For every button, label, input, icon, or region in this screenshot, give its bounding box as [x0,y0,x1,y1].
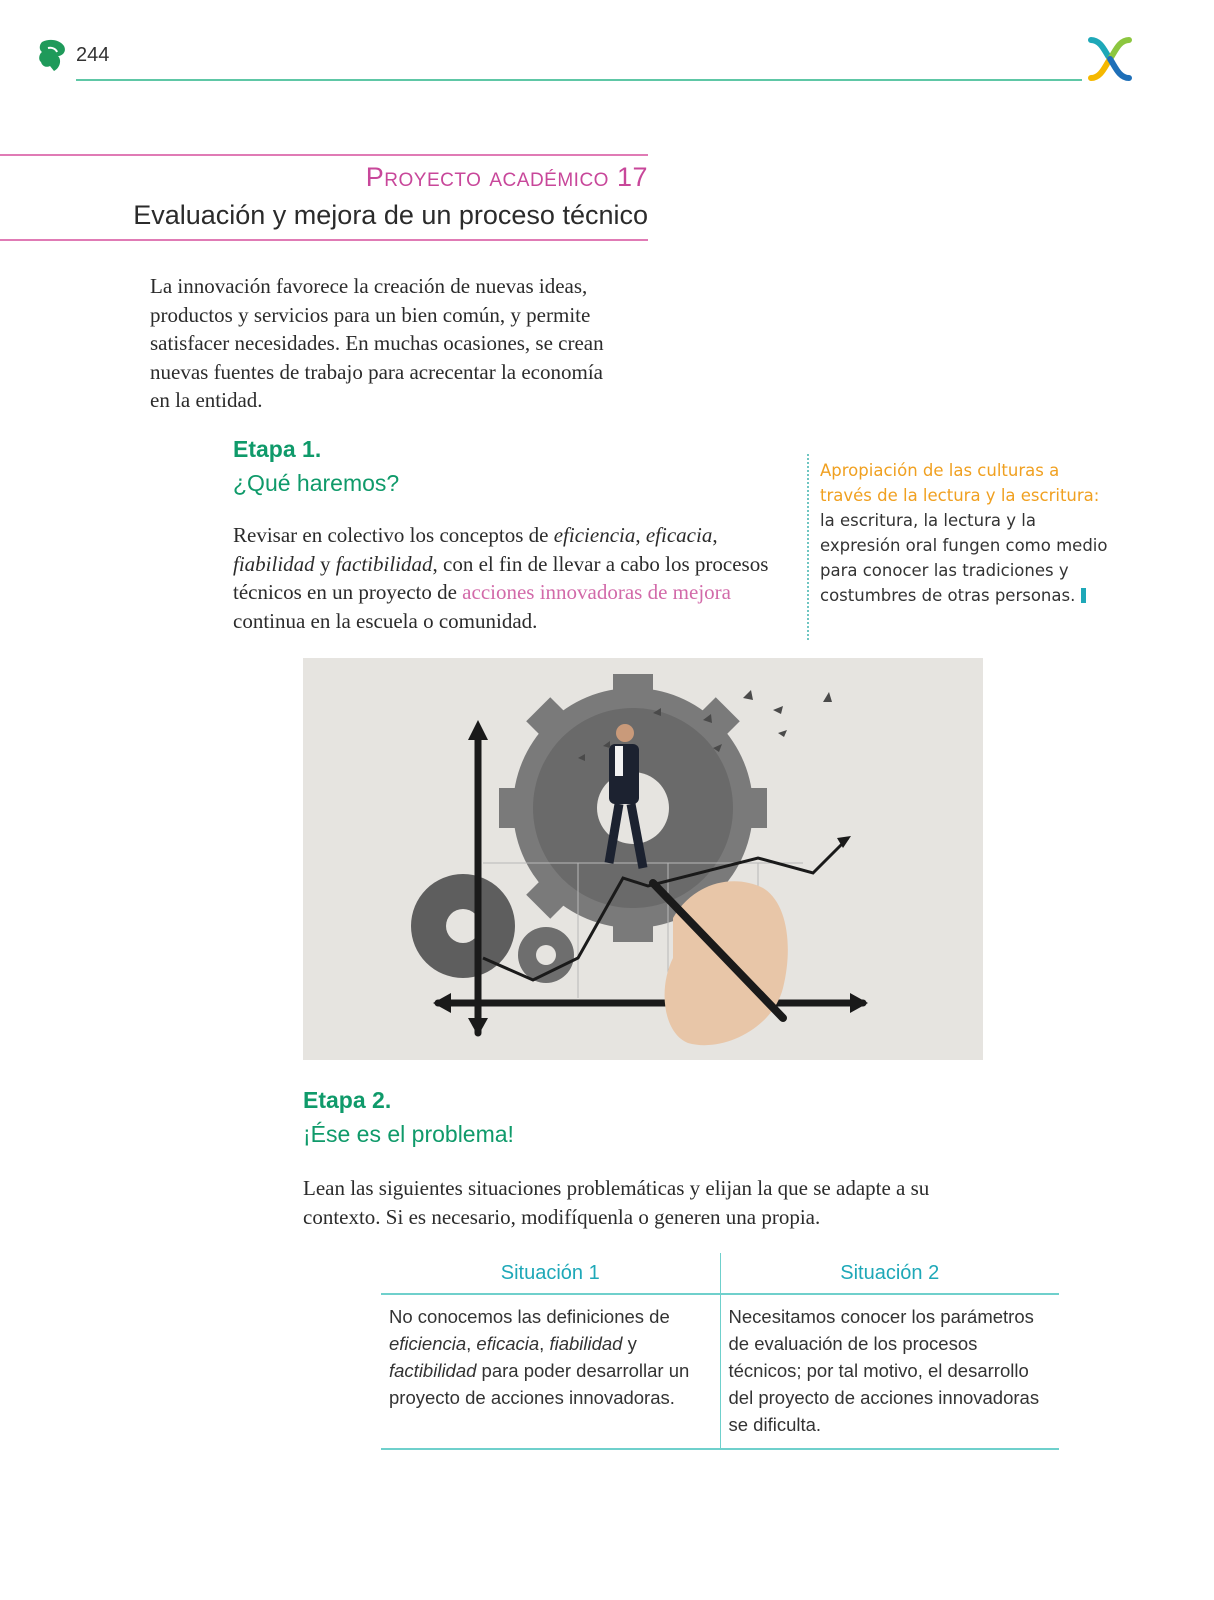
situation-2-cell: Necesitamos conocer los parámetros de evaluación de los procesos técnicos; por tal motivo, el desarrollo del proyecto de acciones innovadoras se dificulta. [720,1294,1059,1449]
term-eficacia: eficacia [645,523,713,547]
stage2-heading: Etapa 2. [303,1087,392,1113]
term-factibilidad: factibilidad [389,1360,477,1381]
stage1-paragraph [233,521,773,635]
sidebar-note [820,458,1110,608]
table-header-row [381,1253,1059,1294]
term-fiabilidad: fiabilidad [549,1333,623,1354]
term-eficiencia: eficiencia [553,523,636,547]
stage2-subheading: ¡Ése es el problema! [303,1121,514,1147]
project-kicker: Proyecto académico 17 [365,162,648,192]
text-run: , [539,1333,550,1354]
stage2-paragraph: Lean las siguientes situaciones problemáticas y elijan la que se adapte a su contexto. Si es necesario, modifíquenla o generen una propia. [303,1176,930,1229]
situation-1-cell [381,1294,720,1449]
intro-paragraph: La innovación favorece la creación de nuevas ideas, productos y servicios para un bien común, y permite satisfacer necesidades. En muchas ocasiones, se crean nuevas fuentes de trabajo para acrecentar la economía en la entidad. [150,274,604,412]
title-rule-bottom [0,239,648,241]
glossary-link[interactable]: acciones innovadoras de mejora [462,580,731,604]
illustration-svg [303,658,983,1060]
table-header-situation-2: Situación 2 [720,1253,1059,1294]
hand-with-pen [653,881,788,1045]
project-title: Evaluación y mejora de un proceso técnico [133,200,648,230]
text-run: , [635,523,646,547]
publisher-logo-icon [1083,34,1137,84]
text-run: , [466,1333,477,1354]
page-number: 244 [76,44,110,66]
term-fiabilidad: fiabilidad [233,551,315,576]
text-run: para poder desarrollar un proyecto de acciones innovadoras. [389,1360,690,1408]
sidebar-rule [807,454,809,640]
title-rule-top [0,154,648,156]
sidebar-body: la escritura, la lectura y la expresión oral fungen como medio para conocer las tradiciones y costumbres de otras personas. [820,511,1108,605]
text-run: y [314,551,336,576]
situations-table [381,1253,1059,1450]
term-eficiencia: eficiencia [389,1333,467,1354]
end-mark-icon [1081,588,1086,603]
header-rule [76,79,1082,81]
text-run: continua en la escuela o comunidad. [233,608,538,633]
stage1-subheading: ¿Qué haremos? [233,470,400,496]
text-run: , con el fin de llevar a cabo los procesos técnicos en un proyecto de [233,551,769,604]
term-eficacia: eficacia [476,1333,540,1354]
stage1-heading: Etapa 1. [233,436,322,462]
table-row [381,1294,1059,1449]
term-factibilidad: factibilidad [335,551,433,576]
text-run: No conocemos las definiciones de [389,1306,670,1327]
sidebar-title: Apropiación de las culturas a través de la lectura y la escritura: [820,461,1100,505]
illustration-gears-growth [303,658,983,1060]
book-series-logo-icon [36,38,68,74]
text-run: y [622,1333,637,1354]
text-run: , [712,523,718,547]
table-header-situation-1: Situación 1 [381,1253,720,1294]
medium-gear-icon [411,874,515,978]
text-run: Revisar en colectivo los conceptos de [233,523,554,547]
